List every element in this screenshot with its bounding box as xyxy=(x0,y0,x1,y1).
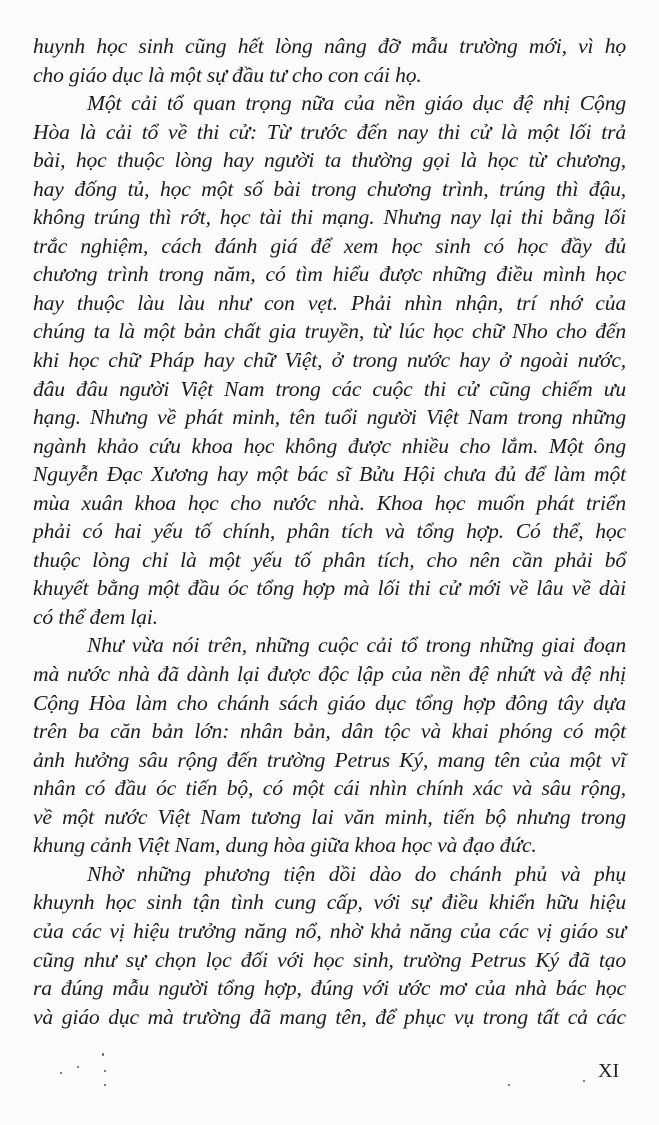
text-line: ra đúng mẫu người tổng hợp, đúng với ước mơ của nhà bác học xyxy=(33,976,626,1001)
text-line: ngành khảo cứu khoa học không được nhiều cho lắm. Một ông xyxy=(33,433,626,458)
scan-speck xyxy=(104,1084,106,1086)
text-line: khi học chữ Pháp hay chữ Việt, ở trong nước hay ở ngoài nước, xyxy=(33,348,626,373)
text-line: mùa xuân khoa học cho nước nhà. Khoa học muốn phát triển xyxy=(33,490,626,515)
text-line: mà nước nhà đã dành lại được độc lập của nền đệ nhứt và đệ nhị xyxy=(33,662,626,687)
text-line: Hòa là cải tổ về thi cử: Từ trước đến nay thi cử là một lối trả xyxy=(33,119,626,144)
text-line: nhân có đầu óc tiến bộ, có một cái nhìn chính xác và sâu rộng, xyxy=(33,776,626,801)
text-line: cho giáo dục là một sự đầu tư cho con cái họ. xyxy=(33,62,422,87)
text-line: về một nước Việt Nam tương lai văn minh, tiến bộ nhưng trong xyxy=(33,804,626,829)
text-line: Như vừa nói trên, những cuộc cải tổ trong những giai đoạn xyxy=(87,633,626,658)
text-line: có thể đem lại. xyxy=(33,604,158,629)
text-line: trên ba căn bản lớn: nhân bản, dân tộc và khai phóng có một xyxy=(33,719,626,744)
text-line: Nhờ những phương tiện dồi dào do chánh phủ và phụ xyxy=(87,861,626,886)
text-line: phải có hai yếu tố chính, phân tích và tổng hợp. Có thể, học xyxy=(33,519,626,544)
text-line: đâu đâu người Việt Nam trong các cuộc thi cử cũng chiếm ưu xyxy=(33,376,626,401)
text-line: Cộng Hòa làm cho chánh sách giáo dục tổng hợp đông tây dựa xyxy=(33,690,626,715)
text-line: cũng như sự chọn lọc đối với học sinh, trường Petrus Ký đã tạo xyxy=(33,947,626,972)
paragraph-4 xyxy=(33,860,626,1031)
text-line: hay đống tủ, học một số bài trong chương trình, trúng thì đậu, xyxy=(33,176,626,201)
text-line: ảnh hưởng sâu rộng đến trường Petrus Ký, mang tên của một vĩ xyxy=(33,747,626,772)
text-line: Một cải tổ quan trọng nữa của nền giáo dục đệ nhị Cộng xyxy=(87,91,626,116)
text-line: hạng. Nhưng về phát minh, tên tuổi người Việt Nam trong những xyxy=(33,405,626,430)
text-line: không trúng thì rớt, học tài thi mạng. Nhưng nay lại thi bằng lối xyxy=(33,205,626,230)
paragraph-1 xyxy=(33,32,626,89)
text-line: khung cảnh Việt Nam, dung hòa giữa khoa học và đạo đức. xyxy=(33,833,537,858)
text-line: Nguyễn Đạc Xương hay một bác sĩ Bửu Hội chưa đủ để làm một xyxy=(33,462,626,487)
text-line: trắc nghiệm, cách đánh giá để xem học sinh có học đầy đủ xyxy=(33,233,626,258)
scan-speck xyxy=(60,1072,62,1074)
text-line: huynh học sinh cũng hết lòng nâng đỡ mẫu trường mới, vì họ xyxy=(33,34,626,58)
scan-speck xyxy=(102,1053,104,1056)
text-line: thuộc lòng chỉ là một yếu tố phân tích, cho nên cần phải bổ xyxy=(33,547,626,572)
text-line: khuynh học sinh tận tình cung cấp, với sự điều khiển hữu hiệu xyxy=(33,890,626,915)
text-line: khuyết bằng một đầu óc tổng hợp mà lối thi cử mới về lâu về dài xyxy=(33,576,626,601)
text-line: hay thuộc làu làu như con vẹt. Phải nhìn nhận, trí nhớ của xyxy=(33,290,626,315)
scan-speck xyxy=(583,1080,585,1082)
text-line: bài, học thuộc lòng hay người ta thường gọi là học từ chương, xyxy=(33,148,626,173)
scan-speck xyxy=(508,1084,510,1086)
text-line: của các vị hiệu trưởng năng nổ, nhờ khả năng của các vị giáo sư xyxy=(33,918,626,943)
page-number: XI xyxy=(598,1060,620,1082)
text-line: chương trình trong năm, có tìm hiểu được những điều mình học xyxy=(33,262,626,287)
text-line: chúng ta là một bản chất gia truyền, từ lúc học chữ Nho cho đến xyxy=(33,319,626,344)
scan-speck xyxy=(104,1070,106,1072)
text-line: và giáo dục mà trường đã mang tên, để phục vụ trong tất cả các xyxy=(33,1004,626,1029)
page-body xyxy=(33,32,626,1031)
paragraph-3 xyxy=(33,631,626,859)
paragraph-2 xyxy=(33,89,626,631)
scan-speck xyxy=(77,1066,79,1068)
